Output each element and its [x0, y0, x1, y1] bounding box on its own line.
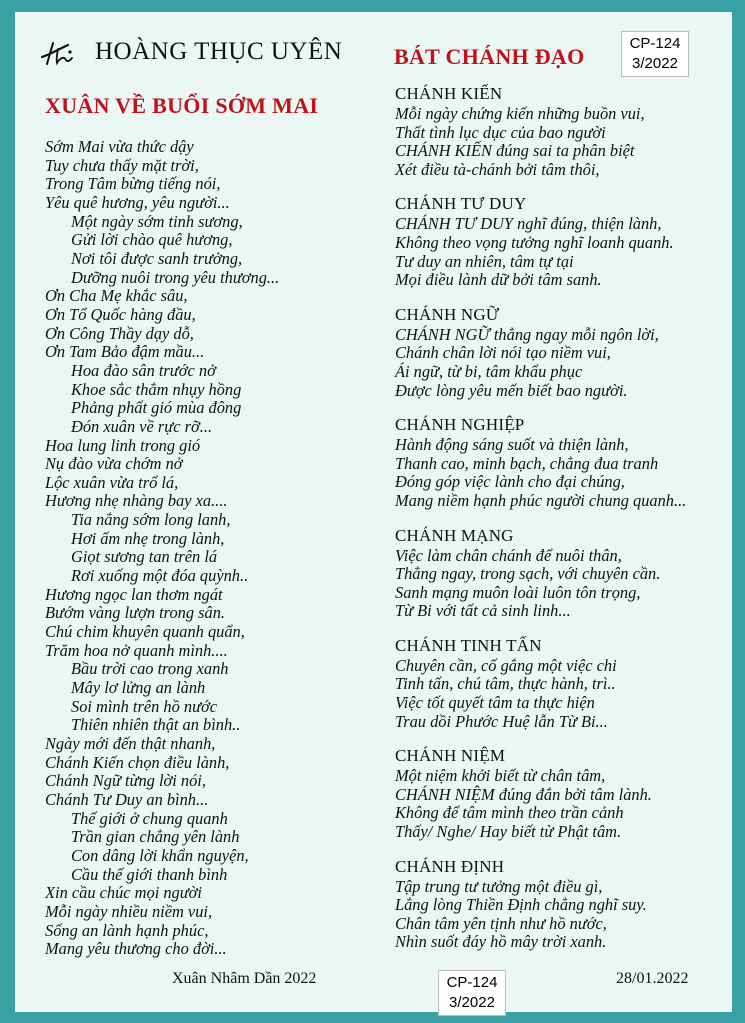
poem-line: Hoa lung linh trong gió	[45, 435, 201, 455]
poem-line: Giọt sương tan trên lá	[71, 547, 218, 567]
section-verse-line: Việc tốt quyết tâm ta thực hiện	[395, 693, 595, 713]
section-verse-line: Chánh chân lời nói tạo niềm vui,	[395, 343, 611, 363]
poem-line: Mỗi ngày nhiều niềm vui,	[45, 901, 213, 921]
poem-line: Yêu quê hương, yêu người...	[45, 192, 230, 212]
section-heading: CHÁNH ĐỊNH	[395, 856, 505, 876]
poem-line: Chánh Tư Duy an bình...	[45, 789, 209, 809]
section-verse-line: CHÁNH TƯ DUY nghĩ đúng, thiện lành,	[395, 214, 662, 234]
poem-line: Nơi tôi được sanh trưởng,	[71, 248, 243, 268]
section-verse-line: Hành động sáng suốt và thiện lành,	[395, 435, 629, 455]
section-verse-line: Tập trung tư tưởng một điều gì,	[395, 876, 603, 896]
poem-line: Gửi lời chào quê hương,	[71, 230, 233, 250]
poem-line: Cầu thế giới thanh bình	[71, 864, 228, 884]
section-verse-line: Thấy/ Nghe/ Hay biết từ Phật tâm.	[395, 822, 622, 842]
poem-line: Sống an lành hạnh phúc,	[45, 920, 209, 940]
section-verse-line: Tinh tấn, chú tâm, thực hành, trì..	[395, 674, 616, 694]
poem-right-column	[395, 84, 725, 967]
section-verse-line: Được lòng yêu mến biết bao người.	[395, 380, 628, 400]
poem-line: Dưỡng nuôi trong yêu thương...	[71, 267, 280, 287]
poem-line: Trong Tâm bừng tiếng nói,	[45, 174, 221, 194]
section-verse-line: Xét điều tà-chánh bởi tâm thôi,	[395, 159, 600, 179]
poem-line: Tia nắng sớm long lanh,	[71, 510, 231, 530]
path-section	[395, 636, 725, 731]
section-verse-line: Chân tâm yên tịnh như hồ nước,	[395, 913, 607, 933]
poem-line: Ơn Công Thầy dạy dỗ,	[45, 323, 194, 343]
footer-date: 28/01.2022	[616, 970, 689, 987]
section-heading: CHÁNH NGỮ	[395, 304, 500, 324]
path-section	[395, 526, 725, 621]
poem-line: Hơi ấm nhẹ trong lành,	[71, 528, 225, 548]
poem-line: Lộc xuân vừa trổ lá,	[45, 472, 179, 492]
section-heading: CHÁNH NIỆM	[395, 746, 506, 766]
section-verse-line: CHÁNH NGỮ thẳng ngay mỗi ngôn lời,	[395, 324, 659, 344]
section-verse-line: Sanh mạng muôn loài luôn tôn trọng,	[395, 582, 641, 602]
section-verse-line: Thất tình lục dục của bao người	[395, 122, 606, 142]
path-section	[395, 746, 725, 841]
section-heading: CHÁNH KIẾN	[395, 84, 503, 103]
section-heading: CHÁNH NGHIỆP	[395, 415, 525, 435]
poem-line: Xin cầu chúc mọi người	[45, 883, 202, 903]
poem-title-right: BÁT CHÁNH ĐẠO	[394, 44, 585, 69]
code-badge-bottom	[438, 970, 506, 1016]
poem-line: Trần gian chẳng yên lành	[71, 827, 240, 847]
section-verse-line: CHÁNH NIỆM đúng đắn bởi tâm lành.	[395, 784, 652, 804]
poem-line: Bầu trời cao trong xanh	[71, 659, 229, 679]
poem-line: Mang yêu thương cho đời...	[45, 939, 227, 959]
poem-line: Phảng phất gió mùa đông	[71, 398, 242, 418]
poem-line: Bướm vàng lượn trong sân.	[45, 603, 226, 623]
section-heading: CHÁNH MẠNG	[395, 525, 514, 545]
section-verse-line: Ái ngữ, từ bi, tâm khẩu phục	[395, 361, 583, 381]
author-name: HOÀNG THỤC UYÊN	[95, 38, 343, 65]
section-verse-line: Mang niềm hạnh phúc người chung quanh...	[395, 490, 687, 510]
badge-code: CP-124	[446, 974, 498, 991]
section-heading: CHÁNH TƯ DUY	[395, 194, 527, 214]
poem-left-column	[45, 138, 365, 959]
poem-line: Ơn Tổ Quốc hàng đầu,	[45, 304, 196, 324]
section-verse-line: CHÁNH KIẾN đúng sai ta phân biệt	[395, 141, 635, 161]
section-verse-line: Không để tâm mình theo trần cảnh	[395, 803, 624, 823]
poem-line: Ơn Cha Mẹ khắc sâu,	[45, 286, 188, 306]
code-badge-top	[621, 31, 689, 77]
badge-code: CP-124	[629, 35, 681, 52]
poem-line: Mây lơ lửng an lành	[71, 678, 206, 698]
poem-line: Trăm hoa nở quanh mình....	[45, 640, 228, 660]
section-verse-line: Từ Bi với tất cả sinh linh...	[395, 601, 571, 621]
section-verse-line: Thanh cao, minh bạch, chẳng đua tranh	[395, 453, 659, 473]
section-verse-line: Nhìn suốt đáy hồ mây trời xanh.	[395, 932, 607, 952]
poem-line: Chánh Ngữ từng lời nói,	[45, 771, 206, 791]
section-verse-line: Một niệm khởi biết từ chân tâm,	[395, 766, 606, 786]
poem-title-left: XUÂN VỀ BUỔI SỚM MAI	[45, 93, 319, 118]
section-verse-line: Đóng góp việc lành cho đại chúng,	[395, 472, 625, 492]
poem-line: Con dâng lời khẩn nguyện,	[71, 845, 249, 865]
poem-line: Rơi xuống một đóa quỳnh..	[71, 566, 249, 586]
path-section	[395, 84, 725, 179]
poem-line: Thế giới ở chung quanh	[71, 808, 228, 828]
poem-line: Nụ đào vừa chớm nở	[45, 454, 183, 474]
poem-line: Một ngày sớm tinh sương,	[71, 211, 243, 231]
poem-line: Đón xuân về rực rỡ...	[71, 416, 213, 436]
poem-line: Hoa đào sân trước nở	[71, 360, 216, 380]
footer-season: Xuân Nhâm Dần 2022	[172, 970, 317, 987]
poem-line: Thiên nhiên thật an bình..	[71, 715, 241, 735]
path-section	[395, 415, 725, 510]
poem-line: Ơn Tam Bảo đậm mầu...	[45, 342, 205, 362]
section-verse-line: Việc làm chân chánh để nuôi thân,	[395, 545, 622, 565]
poem-line: Hương ngọc lan thơm ngát	[45, 584, 223, 604]
section-verse-line: Thẳng ngay, trong sạch, với chuyên cần.	[395, 564, 661, 584]
badge-date: 3/2022	[449, 994, 495, 1011]
path-section	[395, 857, 725, 952]
section-heading: CHÁNH TINH TẤN	[395, 635, 542, 655]
badge-date: 3/2022	[632, 55, 678, 72]
path-section	[395, 305, 725, 400]
poem-line: Soi mình trên hồ nước	[71, 696, 218, 716]
path-section	[395, 194, 725, 289]
poem-line: Hương nhẹ nhàng bay xa....	[45, 491, 228, 511]
section-verse-line: Trau dồi Phước Huệ lẫn Từ Bi...	[395, 711, 608, 731]
tho-calligraphy-logo	[39, 40, 75, 66]
poem-line: Sớm Mai vừa thức dậy	[45, 137, 194, 156]
section-verse-line: Mọi điều lành dữ bởi tâm sanh.	[395, 270, 602, 290]
section-verse-line: Chuyên cần, cố gắng một việc chi	[395, 655, 617, 675]
poem-line: Tuy chưa thấy mặt trời,	[45, 155, 199, 175]
poem-line: Chú chim khuyên quanh quẩn,	[45, 622, 245, 642]
poem-line: Chánh Kiến chọn điều lành,	[45, 752, 230, 772]
poem-line: Ngày mới đến thật nhanh,	[45, 734, 216, 753]
section-verse-line: Mỗi ngày chứng kiến những buồn vui,	[395, 104, 645, 123]
section-verse-line: Lắng lòng Thiền Định chẳng nghĩ suy.	[395, 895, 647, 915]
section-verse-line: Không theo vọng tưởng nghĩ loanh quanh.	[395, 232, 674, 252]
poem-line: Khoe sắc thắm nhụy hồng	[71, 379, 242, 399]
section-verse-line: Tư duy an nhiên, tâm tự tại	[395, 251, 574, 271]
